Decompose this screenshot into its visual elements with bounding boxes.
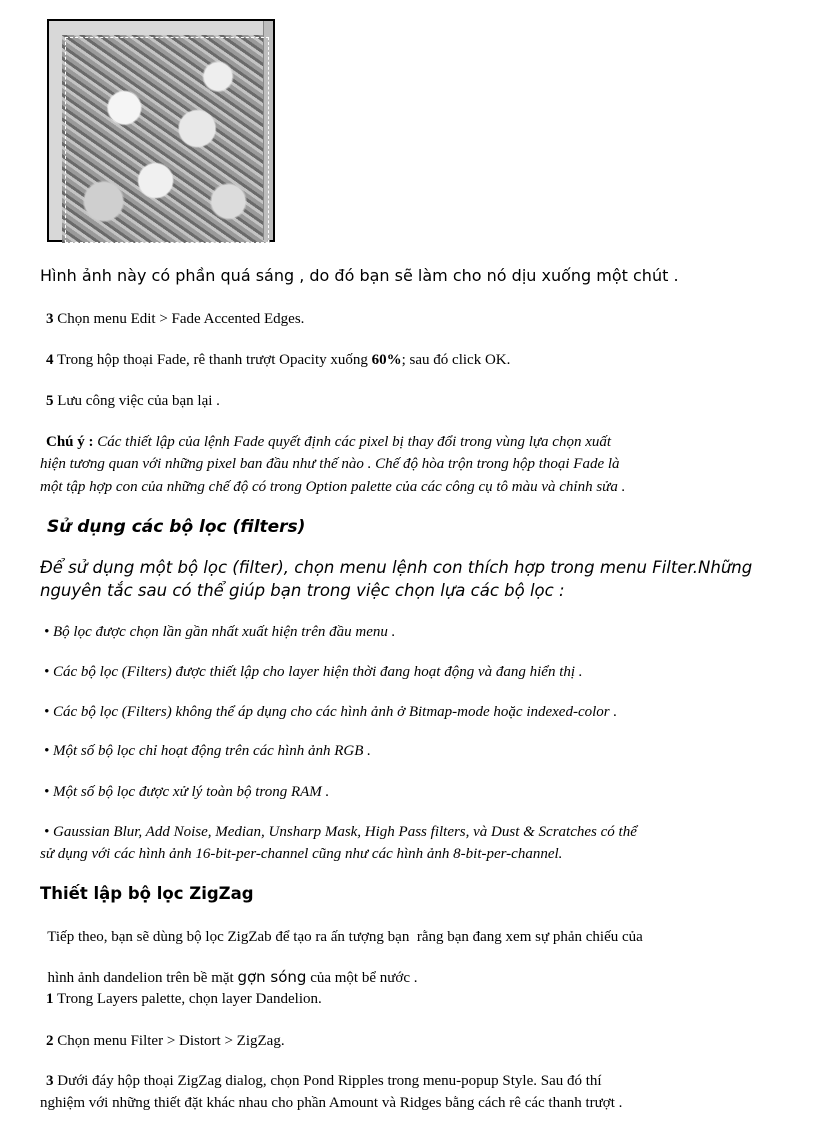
step-4 xyxy=(46,352,510,369)
step-1 xyxy=(46,991,322,1008)
bullet-item: • Các bộ lọc (Filters) không thể áp dụng cho các hình ảnh ở Bitmap-mode hoặc indexed-color . xyxy=(44,704,618,720)
text-emphasis: gợn sóng xyxy=(237,968,307,986)
step-text: Chọn menu Filter > Distort > ZigZag. xyxy=(53,1033,285,1049)
step-text-tail: ; sau đó click OK. xyxy=(401,352,511,368)
step-number: 4 xyxy=(46,352,54,368)
dandelion-image xyxy=(47,19,275,242)
bullet-item-line-1: • Gaussian Blur, Add Noise, Median, Unsharp Mask, High Pass filters, và Dust & Scratches có thể xyxy=(44,824,637,840)
step-number: 3 xyxy=(46,1073,54,1089)
step-text: Chọn menu Edit > Fade Accented Edges. xyxy=(53,311,305,327)
bullet-item: • Một số bộ lọc được xử lý toàn bộ trong RAM . xyxy=(44,784,330,800)
note-line-2: hiện tương quan với những pixel ban đầu như thế nào . Chế độ hòa trộn trong hộp thoại Fade là xyxy=(40,456,620,472)
step-number: 1 xyxy=(46,991,54,1007)
note-line-1 xyxy=(46,434,611,451)
opacity-value: 60% xyxy=(371,352,402,368)
step-text: Trong Layers palette, chọn layer Dandelion. xyxy=(53,991,322,1007)
zigzag-heading: Thiết lập bộ lọc ZigZag xyxy=(40,884,254,903)
bullet-item: • Một số bộ lọc chỉ hoạt động trên các hình ảnh RGB . xyxy=(44,743,371,759)
step-number: 2 xyxy=(46,1033,54,1049)
step-5 xyxy=(46,393,220,410)
step-2 xyxy=(46,1033,285,1050)
step-3b-line-2: nghiệm với những thiết đặt khác nhau cho phần Amount và Ridges bằng cách rê các thanh trượt . xyxy=(40,1095,623,1111)
note-text: Các thiết lập của lệnh Fade quyết định các pixel bị thay đổi trong vùng lựa chọn xuất xyxy=(93,434,612,450)
note-label: Chú ý : xyxy=(46,434,94,450)
bullet-item: • Bộ lọc được chọn lần gần nhất xuất hiện trên đầu menu . xyxy=(44,624,396,640)
step-number: 3 xyxy=(46,311,54,327)
note-line-3: một tập hợp con của những chế độ có trong Option palette của các công cụ tô màu và chỉnh sửa . xyxy=(40,479,626,495)
intro-text: Hình ảnh này có phần quá sáng , do đó bạn sẽ làm cho nó dịu xuống một chút . xyxy=(40,266,679,285)
step-text: Dưới đáy hộp thoại ZigZag dialog, chọn Pond Ripples trong menu-popup Style. Sau đó thí xyxy=(53,1073,602,1089)
step-text: Lưu công việc của bạn lại . xyxy=(53,393,220,409)
step-number: 5 xyxy=(46,393,54,409)
step-3 xyxy=(46,311,304,328)
zigzag-intro-line-1: Tiếp theo, bạn sẽ dùng bộ lọc ZigZab để tạo ra ấn tượng bạn rằng bạn đang xem sự phản chiếu của xyxy=(40,929,643,945)
filters-intro-line-1: Để sử dụng một bộ lọc (filter), chọn menu lệnh con thích hợp trong menu Filter.Những xyxy=(40,558,753,577)
filters-heading: Sử dụng các bộ lọc (filters) xyxy=(47,517,306,537)
filters-intro-line-2: nguyên tắc sau có thể giúp bạn trong việc chọn lựa các bộ lọc : xyxy=(40,581,565,600)
selection-marquee xyxy=(65,37,269,243)
bullet-item: • Các bộ lọc (Filters) được thiết lập cho layer hiện thời đang hoạt động và đang hiển thị . xyxy=(44,664,583,680)
zigzag-intro-line-2 xyxy=(40,951,417,987)
step-3b-line-1 xyxy=(46,1073,602,1090)
text-part: hình ảnh dandelion trên bề mặt xyxy=(47,970,238,986)
step-text: Trong hộp thoại Fade, rê thanh trượt Opacity xuống xyxy=(53,352,372,368)
text-part: của một bể nước . xyxy=(306,970,418,986)
bullet-item-line-2: sử dụng với các hình ảnh 16-bit-per-channel cũng như các hình ảnh 8-bit-per-channel. xyxy=(40,846,563,862)
